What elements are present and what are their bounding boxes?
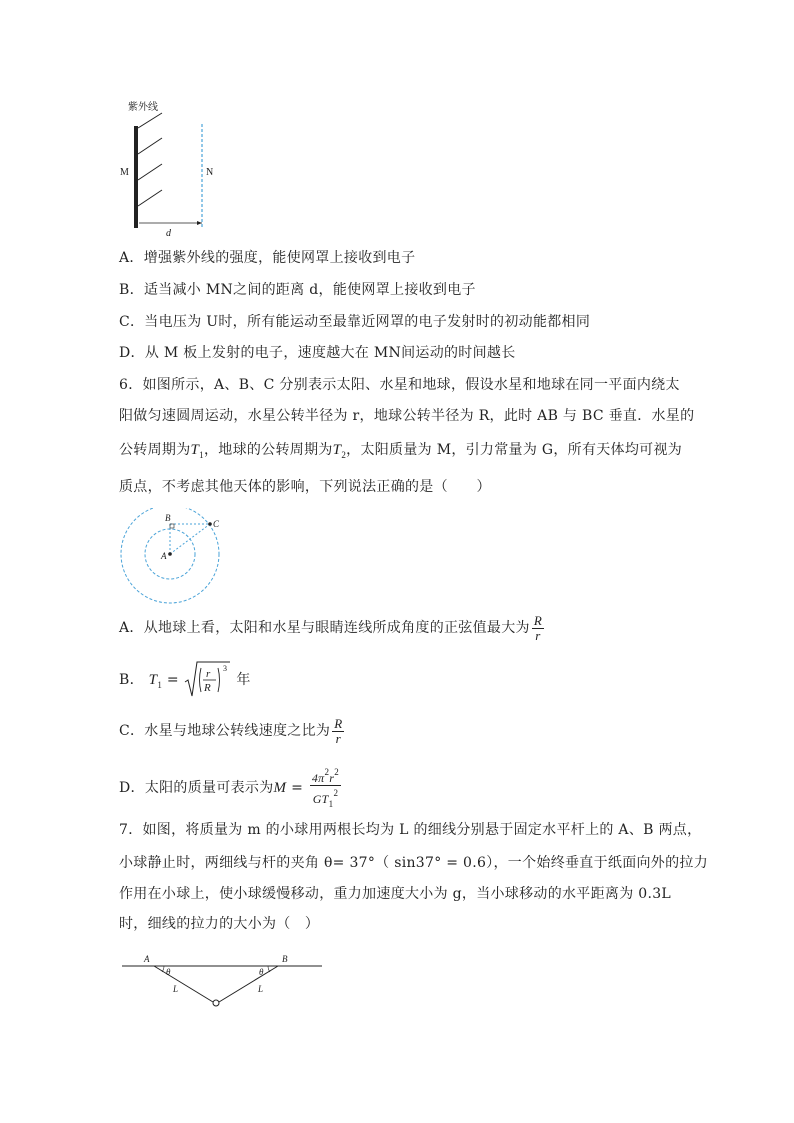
label-l-left: L [173, 984, 179, 994]
q6-option-a: A．从地球上看，太阳和水星与眼睛连线所成角度的正弦值最大为 $\frac{R}{r}$ [119, 612, 543, 643]
label-a: A [144, 954, 150, 964]
q6-line-2: 阳做匀速圆周运动，水星公转半径为 r，地球公转半径为 R，此时 AB 与 BC 垂直．水星的 [119, 408, 695, 424]
ball [213, 1000, 219, 1006]
q6-line-3a: 公转周期为 [119, 442, 191, 458]
uv-ray [138, 138, 162, 154]
label-b: B [165, 513, 171, 523]
uv-ray [138, 164, 162, 180]
right-angle-mark [170, 524, 174, 528]
q7-line-4: 时，细线的拉力的大小为（ ） [119, 916, 320, 932]
string-left [154, 966, 213, 1002]
q6-line-3b: ，地球的公转周期为 [203, 442, 333, 458]
n-label: N [206, 167, 214, 178]
q6-option-c: C．水星与地球公转线速度之比为 $\frac{R}{r}$ [119, 715, 343, 746]
q5-option-c: C．当电压为 U时，所有能运动至最靠近网罩的电子发射时的初动能都相同 [119, 314, 591, 330]
m-label: M [120, 167, 129, 178]
label-c: C [213, 519, 220, 529]
uv-ray [138, 190, 162, 206]
q7-line-3: 作用在小球上，使小球缓慢移动，重力加速度大小为 g，当小球移动的水平距离为 0.3L [119, 886, 672, 902]
label-theta-left: θ [166, 967, 171, 977]
label-a: A [161, 551, 167, 561]
q7-line-2: 小球静止时，两细线与杆的夹角 θ= 37°（ sin37° = 0.6），一个始终垂直于纸面向外的拉力 [119, 855, 709, 871]
string-right [219, 966, 278, 1002]
q6-line-1: 6．如图所示，A、B、C 分别表示太阳、水星和地球，假设水星和地球在同一平面内绕太 [119, 377, 680, 393]
d-arrow-head [197, 221, 202, 225]
q6-line-3c: ，太阳质量为 M，引力常量为 G，所有天体均可视为 [346, 442, 683, 458]
plate-m [134, 126, 138, 228]
q7-line-1: 7．如图，将质量为 m 的小球用两根长均为 L 的细线分别悬于固定水平杆上的 A、B 两点， [119, 822, 702, 838]
svg-text:r: r [205, 668, 211, 680]
sqrt-expression [184, 660, 232, 700]
label-l-right: L [258, 984, 264, 994]
q6-option-b: B． $T_1$ = r R 3 年 [119, 660, 251, 703]
q5-option-d: D．从 M 板上发射的电子，速度越大在 MN间运动的时间越长 [119, 345, 516, 361]
line-ac [170, 524, 210, 554]
d-label: d [166, 228, 171, 239]
point-c [208, 522, 212, 526]
figure-uv-plates [112, 96, 232, 241]
q5-option-b: B．适当减小 MN之间的距离 d，能使网罩上接收到电子 [119, 282, 476, 298]
uv-label: 紫外线 [128, 102, 158, 113]
svg-text:R: R [203, 682, 211, 694]
label-theta-right: θ [259, 967, 264, 977]
svg-text:3: 3 [222, 664, 227, 673]
q6-option-d: D．太阳的质量可表示为M = $\frac{4\pi^2r^2}{GT_1^2}$ [119, 767, 340, 809]
uv-ray [138, 113, 162, 128]
label-b: B [282, 954, 288, 964]
q5-option-a: A．增强紫外线的强度，能使网罩上接收到电子 [119, 250, 416, 266]
figure-orbits [118, 508, 228, 608]
point-a [168, 552, 172, 556]
q6-line-4: 质点，不考虑其他天体的影响，下列说法正确的是（ ） [119, 479, 491, 495]
q6-line-3: 公转周期为$T_1$，地球的公转周期为$T_2$，太阳质量为 M，引力常量为 G，所有天体均可视为 [119, 442, 683, 460]
figure-pendulum [118, 950, 328, 1010]
